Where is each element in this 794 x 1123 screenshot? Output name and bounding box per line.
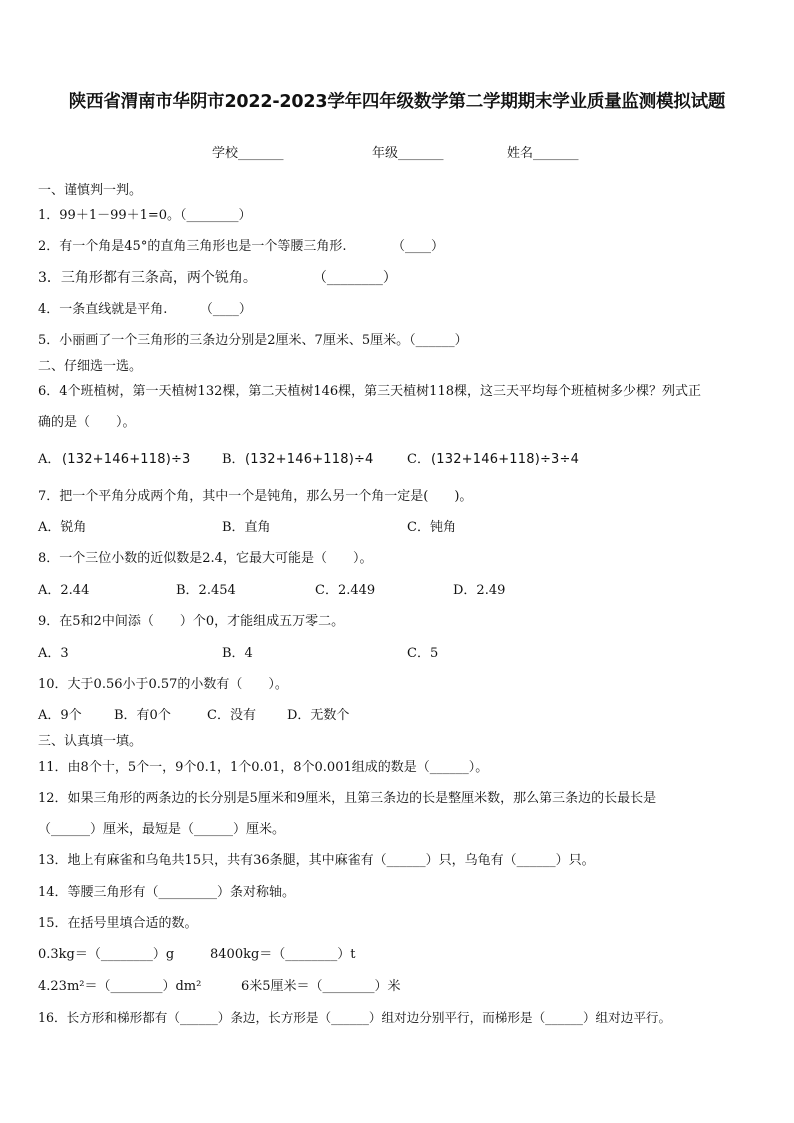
question-15-d: 6米5厘米＝（________）米 — [241, 979, 401, 994]
grade-field[interactable]: 年级_______ — [372, 146, 444, 161]
q9-option-b[interactable]: B．4 — [222, 646, 253, 661]
question-15-b: 8400kg＝（________）t — [210, 947, 356, 962]
q6-option-c-expr: (132+146+118)÷3÷4 — [431, 452, 580, 467]
question-14: 14．等腰三角形有（_________）条对称轴。 — [38, 885, 296, 900]
question-13: 13．地上有麻雀和乌龟共15只，共有36条腿，其中麻雀有（______）只，乌龟有（______）只。 — [38, 853, 595, 868]
q6-option-c-label[interactable]: C． — [407, 452, 430, 467]
q10-option-c[interactable]: C．没有 — [207, 708, 256, 723]
question-11: 11．由8个十，5个一，9个0.1，1个0.01，8个0.001组成的数是（______）。 — [38, 760, 489, 775]
question-10: 10．大于0.56小于0.57的小数有（ ）。 — [38, 677, 288, 692]
question-4: 4．一条直线就是平角. （____） — [38, 302, 252, 317]
question-8: 8．一个三位小数的近似数是2.4，它最大可能是（ ）。 — [38, 551, 373, 566]
q6-option-a-expr: (132+146+118)÷3 — [62, 452, 191, 467]
q10-option-b[interactable]: B．有0个 — [114, 708, 171, 723]
question-12-line-2: （______）厘米，最短是（______）厘米。 — [38, 822, 286, 837]
q8-option-c[interactable]: C．2.449 — [315, 583, 376, 598]
question-16: 16．长方形和梯形都有（______）条边，长方形是（______）组对边分别平行，而梯形是（______）组对边平行。 — [38, 1010, 672, 1025]
q6-option-b-expr: (132+146+118)÷4 — [245, 452, 374, 467]
q9-option-a[interactable]: A．3 — [38, 646, 69, 661]
section-heading-3: 三、认真填一填。 — [38, 734, 143, 749]
q7-option-a[interactable]: A．锐角 — [38, 520, 87, 535]
q6-option-b-label[interactable]: B． — [222, 452, 245, 467]
section-heading-2: 二、仔细选一选。 — [38, 359, 143, 374]
question-5: 5．小丽画了一个三角形的三条边分别是2厘米、7厘米、5厘米。（______） — [38, 333, 468, 348]
q10-option-d[interactable]: D．无数个 — [287, 708, 350, 723]
q9-option-c[interactable]: C．5 — [407, 646, 439, 661]
name-field[interactable]: 姓名_______ — [507, 146, 579, 161]
question-3: 3．三角形都有三条高，两个锐角。 （________） — [38, 270, 397, 286]
question-1: 1．99＋1－99＋1=0。（________） — [38, 208, 252, 223]
section-heading-1: 一、谨慎判一判。 — [38, 183, 143, 198]
question-6-line-1: 6．4个班植树，第一天植树132棵，第二天植树146棵，第三天植树118棵，这三天平均每个班植树多少棵？列式正 — [38, 384, 701, 399]
q6-option-a-label[interactable]: A． — [38, 452, 61, 467]
question-15-c: 4.23m²＝（________）dm² — [38, 979, 202, 994]
q8-option-a[interactable]: A．2.44 — [38, 583, 90, 598]
school-field[interactable]: 学校_______ — [212, 146, 284, 161]
question-15-a: 0.3kg＝（________）g — [38, 947, 175, 962]
q10-option-a[interactable]: A．9个 — [38, 708, 82, 723]
question-12-line-1: 12．如果三角形的两条边的长分别是5厘米和9厘米，且第三条边的长是整厘米数，那么第三条边的长最长是 — [38, 791, 657, 806]
question-15: 15．在括号里填合适的数。 — [38, 916, 198, 931]
question-7: 7．把一个平角分成两个角，其中一个是钝角，那么另一个角一定是( )。 — [38, 489, 473, 504]
q7-option-c[interactable]: C．钝角 — [407, 520, 456, 535]
question-6-line-2: 确的是（ ）。 — [38, 415, 136, 430]
question-2: 2．有一个角是45°的直角三角形也是一个等腰三角形. （____） — [38, 239, 444, 254]
question-9: 9．在5和2中间添（ ）个0，才能组成五万零二。 — [38, 614, 345, 629]
q8-option-b[interactable]: B．2.454 — [176, 583, 236, 598]
q7-option-b[interactable]: B．直角 — [222, 520, 271, 535]
page-title: 陕西省渭南市华阴市2022-2023学年四年级数学第二学期期末学业质量监测模拟试题 — [68, 92, 726, 112]
q8-option-d[interactable]: D．2.49 — [453, 583, 506, 598]
